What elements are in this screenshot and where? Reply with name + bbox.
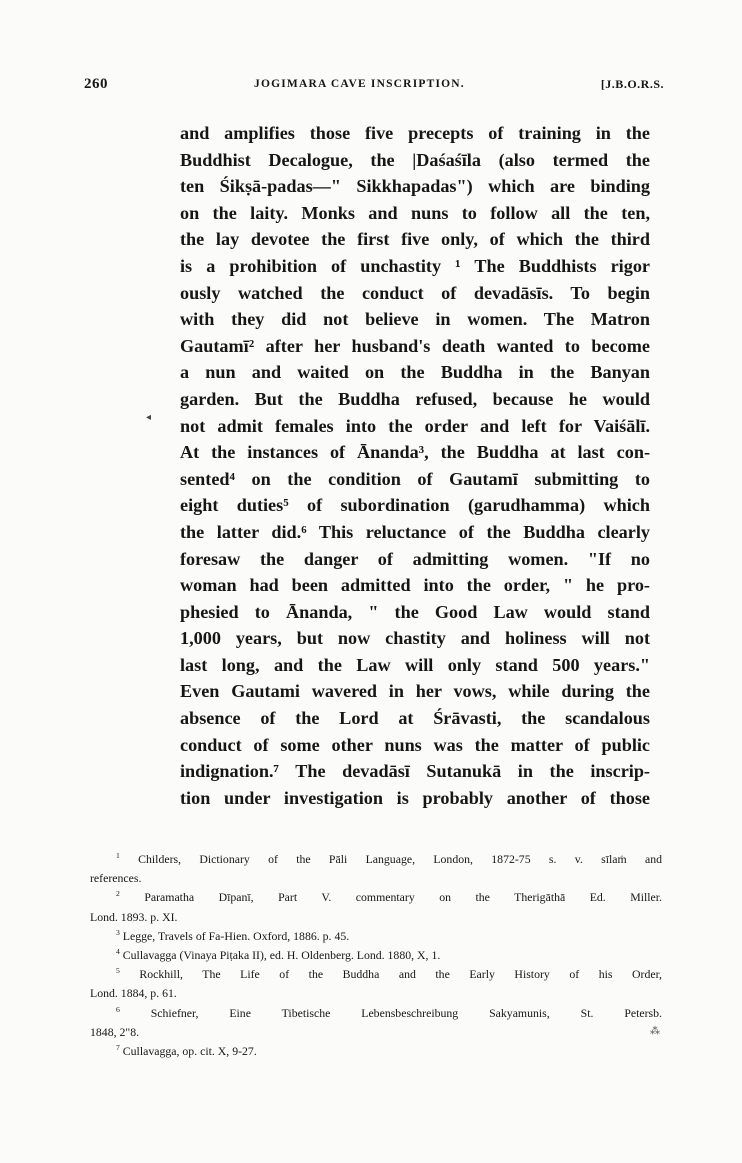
footnote-line	[90, 888, 662, 907]
footnote-line	[90, 927, 662, 946]
footnote-7	[90, 1042, 662, 1061]
page-header	[84, 76, 664, 98]
body-line: and amplifies those five precepts of training in the	[180, 123, 650, 143]
footnote-marker: 2	[116, 889, 120, 899]
footnote-marker: 6	[116, 1004, 120, 1014]
footnote-3	[90, 927, 662, 946]
footnote-text: Cullavagga (Vinaya Piṭaka II), ed. H. Oldenberg. Lond. 1880, X, 1.	[122, 947, 441, 962]
journal-abbreviation: [J.B.O.R.S.	[600, 77, 664, 91]
body-line: on the laity. Monks and nuns to follow all the ten,	[180, 202, 650, 223]
body-line: the lay devotee the first five only, of which the third	[180, 229, 650, 250]
footnote-text: Paramatha Dīpanī, Part V. commentary on the Therigāthā Ed. Miller.	[144, 890, 663, 905]
footnote-line: Lond. 1884, p. 61.	[90, 986, 177, 1001]
body-line: Buddhist Decalogue, the |Daśaśīla (also termed the	[180, 149, 650, 170]
footnote-5	[90, 965, 662, 1003]
footnote-marker: 3	[116, 927, 120, 937]
body-line: garden. But the Buddha refused, because he would	[180, 388, 650, 409]
footnote-line: references.	[90, 871, 142, 886]
body-line: is a prohibition of unchastity ¹ The Buddhists rigor	[180, 255, 650, 276]
footnote-line	[90, 1042, 662, 1061]
body-line: tion under investigation is probably another of those	[180, 787, 650, 808]
body-line: with they did not believe in women. The Matron	[180, 309, 650, 330]
body-line: absence of the Lord at Śrāvasti, the scandalous	[180, 708, 650, 729]
running-title: JOGIMARA CAVE INSCRIPTION.	[254, 78, 465, 90]
body-line: not admit females into the order and left for Vaiśālī.	[180, 415, 650, 436]
body-line: conduct of some other nuns was the matter of public	[180, 734, 650, 755]
body-line: foresaw the danger of admitting women. "If no	[180, 548, 650, 569]
body-line: ten Śikṣā-padas—" Sikkhapadas") which are binding	[180, 176, 650, 197]
footnote-marker: 1	[116, 851, 120, 861]
body-line: the latter did.⁶ This reluctance of the Buddha clearly	[180, 521, 650, 542]
body-line: woman had been admitted into the order, " he pro-	[180, 575, 650, 596]
footnote-2	[90, 888, 662, 926]
footnote-text: Cullavagga, op. cit. X, 9-27.	[122, 1043, 257, 1058]
footnote-marker: 4	[116, 947, 120, 957]
footnote-line: Lond. 1893. p. XI.	[90, 909, 178, 924]
body-line: ously watched the conduct of devadāsīs. To begin	[180, 282, 650, 303]
body-text	[180, 120, 650, 811]
footnote-4	[90, 946, 662, 965]
body-line: phesied to Ānanda, " the Good Law would stand	[180, 601, 650, 622]
footnotes	[90, 850, 662, 1061]
footnote-line	[90, 850, 662, 869]
footnote-1	[90, 850, 662, 888]
footnote-line	[90, 965, 662, 984]
footnote-text: Schiefner, Eine Tibetische Lebensbeschreibung Sakyamunis, St. Petersb.	[150, 1005, 662, 1020]
footnote-text: Rockhill, The Life of the Buddha and the Early History of his Order,	[139, 967, 662, 982]
body-line: indignation.⁷ The devadāsī Sutanukā in the inscrip-	[180, 761, 650, 782]
body-line: a nun and waited on the Buddha in the Banyan	[180, 362, 650, 383]
body-line: sented⁴ on the condition of Gautamī submitting to	[180, 468, 650, 489]
body-line: Gautamī² after her husband's death wanted to become	[180, 335, 650, 356]
body-line: At the instances of Ānanda³, the Buddha at last con-	[180, 442, 650, 463]
margin-mark: ◂	[146, 412, 152, 423]
footnote-marker: 7	[116, 1042, 120, 1052]
body-line: last long, and the Law will only stand 500 years."	[180, 654, 650, 675]
footnote-line	[90, 1004, 662, 1023]
footnote-6	[90, 1004, 662, 1042]
page-number: 260	[84, 76, 108, 92]
body-line: 1,000 years, but now chastity and holiness will not	[180, 628, 650, 649]
body-line: eight duties⁵ of subordination (garudhamma) which	[180, 495, 650, 516]
footnote-text: Legge, Travels of Fa-Hien. Oxford, 1886. p. 45.	[122, 928, 350, 943]
corner-mark: ⁂	[650, 1026, 660, 1037]
footnote-line: 1848, 2"8.	[90, 1024, 140, 1039]
footnote-marker: 5	[116, 966, 120, 976]
footnote-line	[90, 946, 662, 965]
footnote-text: Childers, Dictionary of the Pāli Language, London, 1872-75 s. v. sīlaṁ and	[138, 852, 662, 866]
body-line: Even Gautami wavered in her vows, while during the	[180, 681, 650, 702]
